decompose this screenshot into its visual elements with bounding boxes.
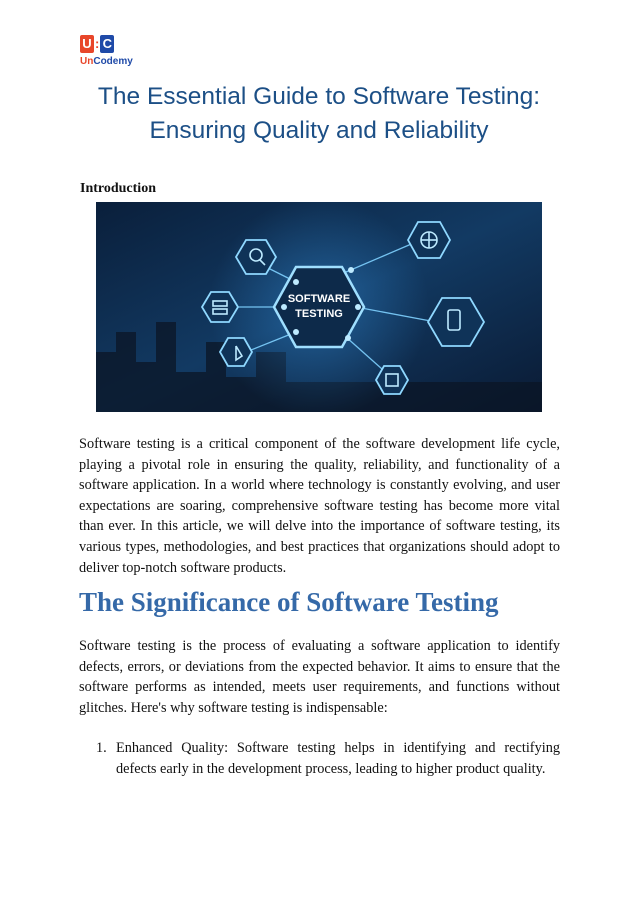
section-paragraph: Software testing is the process of evaluating a software application to identify defects, errors, or deviations from the expected behavior. It aims to ensure that the software performs as intended, meets user requirements, and functions without glitches. Here's why software testing is indispensable: — [79, 638, 560, 716]
section-heading: The Significance of Software Testing — [79, 587, 499, 617]
document-title — [40, 80, 598, 148]
logo-wordmark-part2: Codemy — [93, 56, 133, 67]
brand-logo — [80, 34, 140, 70]
logo-wordmark-part1: Un — [80, 56, 94, 67]
list-item — [96, 738, 560, 779]
document-title-line2: Ensuring Quality and Reliability — [149, 117, 489, 144]
document-title-line1: The Essential Guide to Software Testing: — [97, 83, 541, 110]
list-item-text: Enhanced Quality: Software testing helps in identifying and rectifying defects early in the development process, leading to higher product quality. — [116, 740, 560, 777]
list-item-number: 1. — [96, 740, 107, 756]
logo-letter-c: C — [100, 35, 114, 53]
logo-wordmark — [80, 56, 140, 68]
logo-mark — [80, 34, 140, 54]
intro-paragraph: Software testing is a critical component of the software development life cycle, playing a pivotal role in ensuring the quality, reliability, and functionality of a software application. In a world where technology is constantly evolving, and user expectations are soaring, comprehensive software testing has become more vital than ever. In this article, we will delve into the importance of software testing, its various types, methodologies, and best practices that organizations should adopt to deliver top-notch software products. — [79, 436, 560, 576]
logo-separator: : — [95, 36, 100, 51]
software-testing-illustration — [96, 202, 542, 412]
numbered-list — [96, 738, 560, 779]
hero-label-line1: SOFTWARE — [287, 293, 351, 305]
introduction-label: Introduction — [80, 181, 156, 196]
hero-label-line2: TESTING — [295, 308, 343, 320]
hero-image — [96, 202, 542, 412]
logo-letter-u: U — [80, 35, 94, 53]
